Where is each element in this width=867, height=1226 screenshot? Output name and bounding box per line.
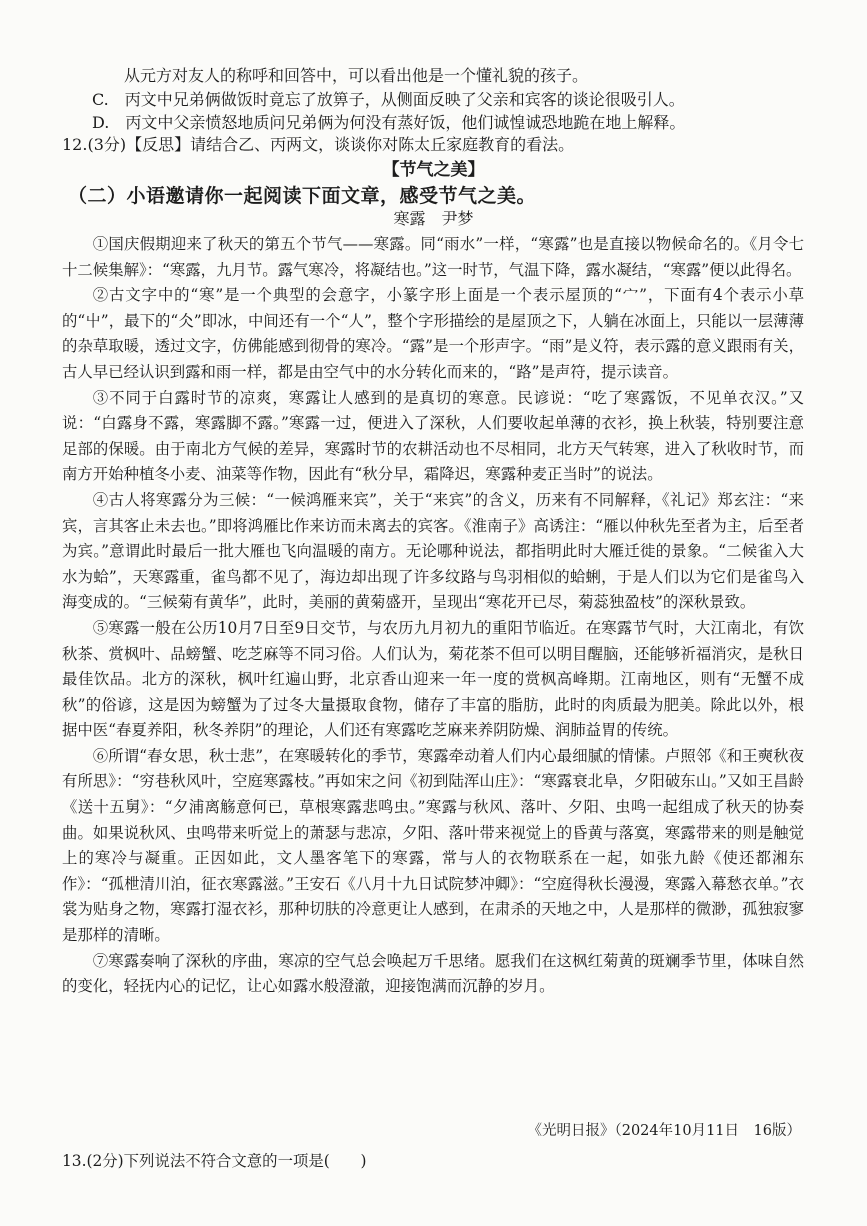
option-c: C. 丙文中兄弟俩做饭时竟忘了放箅子，从侧面反映了父亲和宾客的谈论很吸引人。 — [92, 90, 685, 109]
source-citation: 《光明日报》（2024年10月11日 16版） — [527, 1123, 801, 1139]
paragraph-2: ②古文字中的“寒”是一个典型的会意字，小篆字形上面是一个表示屋顶的“宀”，下面有4个表示小草的“屮”，最下的“仌”即冰，中间还有一个“人”，整个字形描绘的是屋顶之下，人躺在冰面上，只能以一层薄薄的杂草取暖，透过文字，仿佛能感到彻骨的寒冷。“露”是一个形声字。“雨”是义符，表示露的意义跟雨有关，古人早已经认识到露和雨一样，都是由空气中的水分转化而来的，“路”是声符，提示读音。 — [62, 286, 804, 381]
option-b-continuation: 从元方对友人的称呼和回答中，可以看出他是一个懂礼貌的孩子。 — [124, 66, 589, 85]
article-body — [62, 232, 804, 1000]
paragraph-7: ⑦寒露奏响了深秋的序曲，寒凉的空气总会唤起万千思绪。愿我们在这枫红菊黄的斑斓季节里，体味自然的变化，轻抚内心的记忆，让心如露水般澄澈，迎接饱满而沉静的岁月。 — [62, 951, 804, 996]
paragraph-5: ⑤寒露一般在公历10月7日至9日交节，与农历九月初九的重阳节临近。在寒露节气时，大江南北，有饮秋茶、赏枫叶、品螃蟹、吃芝麻等不同习俗。人们认为，菊花茶不但可以明目醒脑，还能够祈福消灾，是秋日最佳饮品。北方的深秋，枫叶红遍山野，北京香山迎来一年一度的赏枫高峰期。江南地区，则有“无蟹不成秋”的俗谚，这是因为螃蟹为了过冬大量摄取食物，储存了丰富的脂肪，此时的肉质最为肥美。除此以外，根据中医“春夏养阳，秋冬养阴”的理论，人们还有寒露吃芝麻来养阴防燥、润肺益胃的传统。 — [62, 618, 804, 740]
paragraph-4: ④古人将寒露分为三候：“一候鸿雁来宾”，关于“来宾”的含义，历来有不同解释，《礼记》郑玄注：“来宾，言其客止未去也。”即将鸿雁比作来访而未离去的宾客。《淮南子》高诱注：“雁以仲秋先至者为主，后至者为宾。”意谓此时最后一批大雁也飞向温暖的南方。无论哪种说法，都指明此时大雁迁徙的景象。“二候雀入大水为蛤”，天寒露重，雀鸟都不见了，海边却出现了许多纹路与鸟羽相似的蛤蜊，于是人们以为它们是雀鸟入海变成的。“三候菊有黄华”，此时，美丽的黄菊盛开，呈现出“寒花开已尽，菊蕊独盈枝”的深秋景致。 — [62, 490, 804, 612]
paragraph-1: ①国庆假期迎来了秋天的第五个节气——寒露。同“雨水”一样，“寒露”也是直接以物候命名的。《月令七十二候集解》：“寒露，九月节。露气寒冷，将凝结也。”这一时节，气温下降，露水凝结，“寒露”便以此得名。 — [62, 235, 804, 279]
section-header: 【节气之美】 — [382, 160, 485, 180]
part-title: （二）小语邀请你一起阅读下面文章，感受节气之美。 — [68, 185, 537, 207]
option-d: D. 丙文中父亲愤怒地质问兄弟俩为何没有蒸好饭，他们诚惶诚恐地跪在地上解释。 — [92, 113, 686, 132]
paragraph-3: ③不同于白露时节的凉爽，寒露让人感到的是真切的寒意。民谚说：“吃了寒露饭，不见单衣汉。”又说：“白露身不露，寒露脚不露。”寒露一过，便进入了深秋，人们要收起单薄的衣衫，换上秋装，特别要注意足部的保暖。由于南北方气候的差异，寒露时节的农耕活动也不尽相同，北方天气转寒，进入了秋收时节，而南方开始种植冬小麦、油菜等作物，因此有“秋分早，霜降迟，寒露种麦正当时”的说法。 — [62, 388, 804, 484]
essay-title: 寒露 尹梦 — [393, 209, 474, 228]
question-13: 13.(2分)下列说法不符合文意的一项是( ) — [62, 1152, 367, 1170]
question-12: 12.(3分)【反思】请结合乙、丙两文，谈谈你对陈太丘家庭教育的看法。 — [62, 135, 575, 154]
paragraph-6: ⑥所谓“春女思，秋士悲”，在寒暖转化的季节，寒露牵动着人们内心最细腻的情愫。卢照邻《和王奭秋夜有所思》：“穷巷秋风叶，空庭寒露枝。”再如宋之问《初到陆浑山庄》：“寒露衰北阜，夕阳破东山。”又如王昌龄《送十五舅》：“夕浦离觞意何已，草根寒露悲鸣虫。”寒露与秋风、落叶、夕阳、虫鸣一起组成了秋天的协奏曲。如果说秋风、虫鸣带来听觉上的萧瑟与悲凉，夕阳、落叶带来视觉上的昏黄与落寞，寒露带来的则是触觉上的寒冷与凝重。正因如此，文人墨客笔下的寒露，常与人的衣物联系在一起，如张九龄《使还都湘东作》：“孤枻清川泊，征衣寒露滋。”王安石《八月十九日试院梦冲卿》：“空庭得秋长漫漫，寒露入幕愁衣单。”衣裳为贴身之物，寒露打湿衣衫，那种切肤的冷意更让人感到，在肃杀的天地之中，人是那样的微渺，孤独寂寥是那样的清晰。 — [62, 746, 804, 945]
